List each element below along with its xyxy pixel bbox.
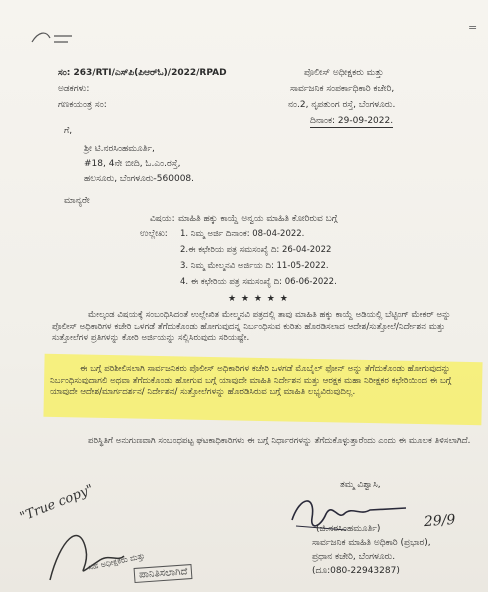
reference-item-2: 2.ಈ ಕಛೇರಿಯ ಪತ್ರ ಸಮಸಂಖ್ಯೆ ದಿ: 26-04-2022 <box>180 245 332 255</box>
letter-date: ದಿನಾಂಕ: 29-09-2022. <box>310 116 394 126</box>
office-line-1: ಪೊಲೀಸ್ ಅಧೀಕ್ಷಕರು ಮತ್ತು <box>304 68 384 78</box>
reference-item-3: 3. ನಿಮ್ಮ ಮೇಲ್ಮನವಿ ಅರ್ಜಿಯ ದಿ: 11-05-2022. <box>180 261 329 271</box>
office-line-3: ನಂ.2, ನೃಪತುಂಗ ರಸ್ತೆ, ಬೆಂಗಳೂರು. <box>288 100 396 110</box>
corner-scribble <box>28 24 78 54</box>
to-label: ಗೆ, <box>64 126 73 136</box>
recipient-address-2: ಹಲಸೂರು, ಬೆಂಗಳೂರು-560008. <box>84 174 195 184</box>
separator-stars: ★ ★ ★ ★ ★ <box>228 294 289 304</box>
enclosures-label: ಅಡಕಗಳು: <box>58 84 90 94</box>
paragraph-1: ಮೇಲ್ಕಂಡ ವಿಷಯಕ್ಕೆ ಸಂಬಂಧಿಸಿದಂತೆ ಉಲ್ಲೇಖಿತ ಮೇಲ್ಮನವಿ ಪತ್ರದಲ್ಲಿ ತಾವು ಮಾಹಿತಿ ಹಕ್ಕು ಕಾಯ್ದೆ ಅಡಿಯಲ್ಲಿ ಬೆಟ್ಟಿಂಗ್ ಮೇಕರ್ ಅನ್ನು ಪೊಲೀಸ್ ಅಧಿಕಾರಿಗಳ ಕಚೇರಿ ಒಳಗಡೆ ತೆಗೆದುಕೊಂಡು ಹೋಗುವುದನ್ನ ನಿರ್ಬಂಧಿಸುವ ಕುರಿತು ಹೊರಡಿಸಲಾದ ಆದೇಶ/ಸುತ್ತೋಲೆ/ನಿರ್ದೇಶನ ಮತ್ತು ಸುತ್ತೋಲೆಗಳ ಪ್ರತಿಗಳನ್ನು ಕೋರಿ ಅರ್ಜಿಯನ್ನು ಸಲ್ಲಿಸಿರುವುದು ಸರಿಯಷ್ಟೇ. <box>52 310 451 344</box>
office-line-2: ಸಾರ್ವಜನಿಕ ಸಂಪರ್ಕಾಧಿಕಾರಿ ಕಚೇರಿ, <box>290 84 395 94</box>
closing-text: ತಮ್ಮ ವಿಶ್ವಾಸಿ, <box>340 480 381 490</box>
true-copy-note: "True copy" <box>18 481 96 526</box>
received-stamp: ಪಾನಿತಿಸಲಾಗಿದೆ <box>134 564 193 583</box>
reference-number: ಸಂ: 263/RTI/ಎಸ್‌ಪಿ(ಪಿಆರ್‌ಓ)/2022/RPAD <box>58 68 227 78</box>
signatory-phone: (ದೂ:080-22943287) <box>312 566 400 576</box>
references-label: ಉಲ್ಲೇಖ: <box>140 229 168 239</box>
recipient-name: ಶ್ರೀ ಟಿ.ನರಸಿಂಹಮೂರ್ತಿ, <box>84 144 155 154</box>
true-copy-signature <box>40 510 130 590</box>
paragraph-2: ಈ ಬಗ್ಗೆ ಪರಿಶೀಲಿಸಲಾಗಿ ಸಾರ್ವಜನಿಕರು ಪೊಲೀಸ್ ಅಧಿಕಾರಿಗಳ ಕಚೇರಿ ಒಳಗಡೆ ಮೊಬೈಲ್ ಫೋನ್ ಅನ್ನು ತೆಗೆದುಕೊಂಡು ಹೋಗುವುದನ್ನು ನಿರ್ಬಂಧಿಸುವುದಾಗಲಿ ಅಥವಾ ತೆಗೆದುಕೊಂಡು ಹೋಗುವ ಬಗ್ಗೆ ಯಾವುದೇ ಮಾಹಿತಿ ನಿರ್ದೇಶನ ಮತ್ತು ಆರಕ್ಷಕ ಮಹಾ ನಿರೀಕ್ಷಕರ ಕಛೇರಿಯಿಂದ ಈ ಬಗ್ಗೆ ಯಾವುದೇ ಆದೇಶ/ಮಾರ್ಗದರ್ಶನ/ ನಿರ್ದೇಶನ/ ಸುತ್ತೋಲೆಗಳನ್ನು ಹೊರಡಿಸಿರುವ ಬಗ್ಗೆ ಮಾಹಿತಿ ಲಭ್ಯವಿರುವುದಿಲ್ಲ. <box>50 364 452 398</box>
handwritten-date: 29/9 <box>423 511 456 531</box>
officer-stamp: ಸಹ ಅಧೀಕ್ಷಕರು ಮತ್ತು <box>87 551 146 572</box>
salutation: ಮಾನ್ಯರೇ <box>64 196 90 206</box>
reference-item-4: 4. ಈ ಕಛೇರಿಯ ಪತ್ರ ಸಮಸಂಖ್ಯೆ ದಿ: 06-06-2022. <box>180 277 337 287</box>
subject-label: ವಿಷಯ: <box>150 214 175 224</box>
subject-text: ಮಾಹಿತಿ ಹಕ್ಕು ಕಾಯ್ದೆ ಅನ್ವಯ ಮಾಹಿತಿ ಕೋರಿರುವ ಬಗ್ಗೆ <box>178 214 338 224</box>
signatory-name: (ಜಿ.ನರಸಿಂಹಮೂರ್ತಿ) <box>316 524 381 534</box>
signatory-title-1: ಸಾರ್ವಜನಿಕ ಮಾಹಿತಿ ಅಧಿಕಾರಿ (ಪ್ರಭಾರ), <box>312 538 431 548</box>
reference-item-1: 1. ನಿಮ್ಮ ಅರ್ಜಿ ದಿನಾಂಕ: 08-04-2022. <box>180 229 305 239</box>
signatory-title-2: ಪ್ರಧಾನ ಕಚೇರಿ, ಬೆಂಗಳೂರು. <box>312 552 396 562</box>
recipient-address-1: #18, 4ನೇ ಬೀದಿ, ಓ.ಎಂ.ರಸ್ತೆ, <box>84 159 181 169</box>
paragraph-3: ಪರಿಸ್ಥಿತಿಗೆ ಅನುಗುಣವಾಗಿ ಸಂಬಂಧಪಟ್ಟ ಘಟಕಾಧಿಕಾರಿಗಳು ಈ ಬಗ್ಗೆ ನಿರ್ಧಾರಗಳನ್ನು ತೆಗೆದುಕೊಳ್ಳುತ್ತಾರೆಂದು ಎಂದು ಈ ಮೂಲಕ ತಿಳಿಸಲಾಗಿದೆ. <box>88 436 471 446</box>
registration-label: ಗಣಕಯಂತ್ರ ಸಂ: <box>58 100 107 110</box>
corner-mark: = <box>468 21 478 34</box>
